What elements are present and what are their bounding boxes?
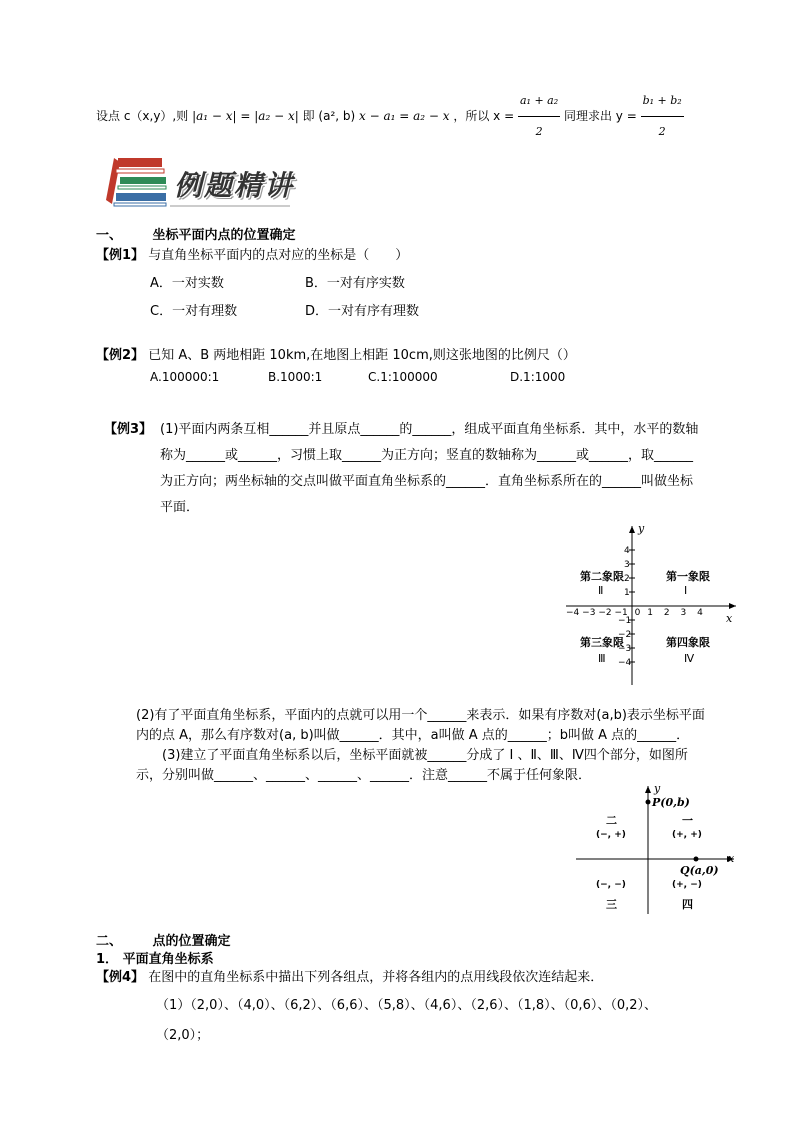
x-tick: −4 <box>566 608 580 618</box>
fig1-quadrant-4-name: 第四象限 <box>666 636 710 649</box>
example-1-option-d: D．一对有序有理数 <box>305 304 420 319</box>
example-4-points-line2: （2,0）； <box>156 1028 210 1043</box>
example-2-option-a: A.100000:1 <box>150 370 220 384</box>
formula-prefix: 设点 c（x,y）,则 <box>96 109 189 123</box>
fig1-quadrant-4-num: Ⅳ <box>684 652 695 665</box>
y-tick: −3 <box>618 644 632 654</box>
section-banner <box>100 150 300 212</box>
example-3-p2-line2: 内的点 A，那么有序数对(a, b)叫做______．其中，a叫做 A 点的______；b叫做 A 点的______． <box>136 728 690 743</box>
example-4-question: 在图中的直角坐标系中描出下列各组点，并将各组内的点用线段依次连结起来． <box>148 970 604 985</box>
quadrant-figure-1 <box>566 520 746 688</box>
example-1-option-a: A．一对实数 <box>150 276 224 291</box>
fig2-point-q-label: Q(a,0) <box>680 864 719 877</box>
example-3-p1-line4: 平面． <box>160 500 200 515</box>
fraction-x-denominator: 2 <box>535 125 543 138</box>
example-1 <box>96 244 408 263</box>
example-2-option-b: B.1000:1 <box>268 370 323 384</box>
example-3-p3-line1: (3)建立了平面直角坐标系以后，坐标平面就被______分成了 Ⅰ 、Ⅱ、Ⅲ、Ⅳ四个部分，如图所 <box>162 748 688 763</box>
section-2-heading <box>96 930 231 949</box>
fig2-y-axis-label: y <box>654 782 661 795</box>
fig2-quadrant-1-name: 一 <box>682 814 693 827</box>
top-formula <box>96 86 684 138</box>
fig1-quadrant-2-num: Ⅱ <box>598 584 604 597</box>
x-tick: 0 <box>634 608 641 618</box>
formula-abs-equation: |a₁ − x| = |a₂ − x| <box>192 109 299 123</box>
banner-title: 例题精讲 <box>174 169 295 202</box>
section-1-heading <box>96 224 296 243</box>
coordinate-plane-1 <box>566 520 746 688</box>
fraction-y-denominator: 2 <box>658 125 666 138</box>
example-3-p1-line2: 称为______或______，习惯上取______为正方向；竖直的数轴称为______或______，取______ <box>160 448 694 463</box>
section-2-number: 二、 <box>96 934 123 949</box>
fig2-quadrant-4-name: 四 <box>682 898 693 911</box>
x-tick: 1 <box>647 608 653 618</box>
fraction-x-numerator: a₁ + a₂ <box>518 86 560 117</box>
formula-fraction-y <box>641 86 684 147</box>
y-tick: −4 <box>618 658 632 668</box>
example-4-points-line1: （1）（2,0）、（4,0）、（6,2）、（6,6）、（5,8）、（4,6）、（2,6）、（1,8）、（0,6）、（0,2）、 <box>156 998 658 1013</box>
example-4-tag: 【例4】 <box>96 970 145 985</box>
x-tick: 2 <box>663 608 670 618</box>
fig2-quadrant-4-sign: (+, −) <box>672 880 702 890</box>
y-tick: −1 <box>618 616 632 626</box>
quadrant-figure-2 <box>576 780 740 916</box>
example-2-tag: 【例2】 <box>96 348 145 363</box>
example-1-tag: 【例1】 <box>96 248 145 263</box>
example-1-option-b: B．一对有序实数 <box>305 276 405 291</box>
fig1-quadrant-1-name: 第一象限 <box>666 570 710 583</box>
formula-eq1: x − a₁ = a₂ − x <box>359 109 450 123</box>
fig2-quadrant-2-name: 二 <box>606 814 617 827</box>
example-2-question: 已知 A、B 两地相距 10km,在地图上相距 10cm,则这张地图的比例尺（） <box>148 348 576 363</box>
y-tick: 1 <box>624 588 630 598</box>
fig1-quadrant-3-name: 第三象限 <box>580 636 624 649</box>
fig2-quadrant-3-sign: (−, −) <box>596 880 626 890</box>
example-4 <box>96 966 603 985</box>
example-2 <box>96 344 576 363</box>
example-2-option-d: D.1:1000 <box>510 370 566 384</box>
example-3-p1-line1: (1)平面内两条互相______并且原点______的______，组成平面直角坐标系．其中，水平的数轴 <box>160 422 699 437</box>
example-3-tag: 【例3】 <box>104 422 153 437</box>
x-tick: −3 <box>582 608 596 618</box>
y-tick: 3 <box>624 560 630 570</box>
fig1-x-axis-label: x <box>726 612 733 625</box>
fig2-quadrant-1-sign: (+, +) <box>672 830 702 840</box>
y-tick: 2 <box>624 574 630 584</box>
fig1-quadrant-1-num: Ⅰ <box>684 584 688 597</box>
section-2-title: 点的位置确定 <box>152 934 231 949</box>
fig1-y-ticks-positive <box>624 544 630 600</box>
fig1-x-ticks <box>566 608 703 618</box>
example-3-p1-line3: 为正方向；两坐标轴的交点叫做平面直角坐标系的______．直角坐标系所在的______叫做坐标 <box>160 474 694 489</box>
example-1-option-c: C．一对有理数 <box>150 304 238 319</box>
example-3-p3-line2: 示，分别叫做______、______、______、______．注意______不属于任何象限． <box>136 768 592 783</box>
example-2-option-c: C.1:100000 <box>368 370 438 384</box>
example-3-p2-line1: (2)有了平面直角坐标系，平面内的点就可以用一个______来表示．如果有序数对(a,b)表示坐标平面 <box>136 708 705 723</box>
fraction-y-numerator: b₁ + b₂ <box>641 86 684 117</box>
x-tick: −1 <box>614 608 628 618</box>
example-1-question: 与直角坐标平面内的点对应的坐标是（ ） <box>148 248 409 263</box>
fig2-quadrant-2-sign: (−, +) <box>596 830 626 840</box>
formula-mid: 即 (a², b) <box>302 109 356 123</box>
x-tick: 3 <box>680 608 687 618</box>
formula-fraction-x <box>518 86 560 147</box>
section-1-title: 坐标平面内点的位置确定 <box>152 228 296 243</box>
x-tick: 4 <box>697 608 703 618</box>
section-1-number: 一、 <box>96 228 123 243</box>
fig2-point-p-label: P(0,b) <box>652 796 690 809</box>
fig1-quadrant-2-name: 第二象限 <box>580 570 624 583</box>
y-tick: 4 <box>624 546 630 556</box>
formula-similar: 同理求出 y = <box>563 109 637 123</box>
fig1-y-axis-label: y <box>638 522 645 535</box>
fig1-quadrant-3-num: Ⅲ <box>598 652 606 665</box>
formula-so-x: ，所以 x = <box>453 109 515 123</box>
fig2-x-axis-label: x <box>728 852 735 865</box>
y-tick: −2 <box>618 630 632 640</box>
fig2-quadrant-3-name: 三 <box>606 898 617 911</box>
x-tick: −2 <box>598 608 612 618</box>
subsection-title: 1． 平面直角坐标系 <box>96 952 214 967</box>
